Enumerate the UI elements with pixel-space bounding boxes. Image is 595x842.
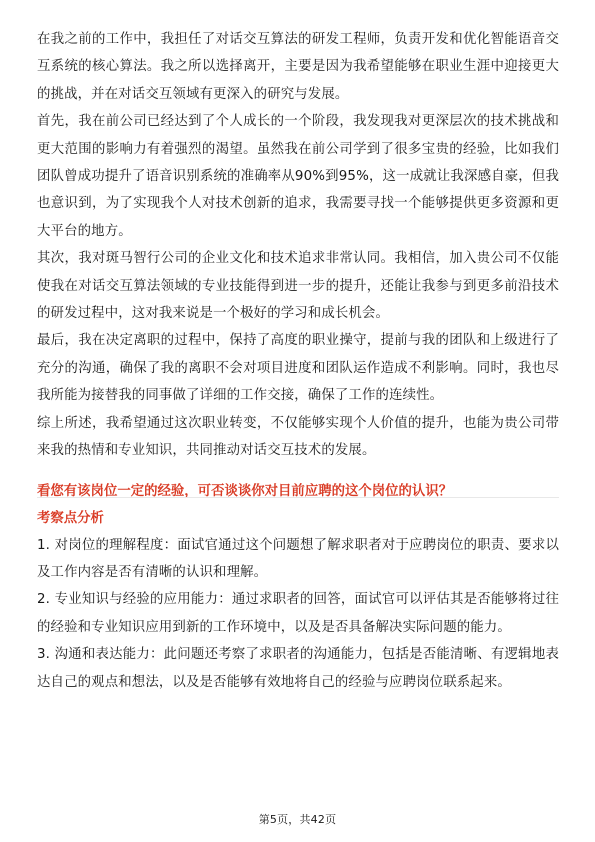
answer-paragraph: 其次，我对斑马智行公司的企业文化和技术追求非常认同。我相信，加入贵公司不仅能使我在对话交互算法领域的专业技能得到进一步的提升，还能让我参与到更多前沿技术的研发过程中，这对我来说是一个极好的学习和成长机会。 <box>37 251 559 322</box>
page-number-footer: 第5页，共42页 <box>258 813 337 826</box>
section-divider <box>37 497 559 498</box>
analysis-item: 2. 专业知识与经验的应用能力：通过求职者的回答，面试官可以评估其是否能够将过往的经验和专业知识应用到新的工作环境中，以及是否具备解决实际问题的能力。 <box>37 592 559 635</box>
page-content <box>37 26 559 696</box>
answer-paragraph: 最后，我在决定离职的过程中，保持了高度的职业操守，提前与我的团队和上级进行了充分的沟通，确保了我的离职不会对项目进度和团队运作造成不利影响。同时，我也尽我所能为接替我的同事做了详细的工作交接，确保了工作的连续性。 <box>37 333 559 404</box>
analysis-heading: 考察点分析 <box>37 510 104 526</box>
interview-question: 看您有该岗位一定的经验，可否谈谈你对目前应聘的这个岗位的认识？ <box>37 483 453 499</box>
analysis-item: 3. 沟通和表达能力：此问题还考察了求职者的沟通能力，包括是否能清晰、有逻辑地表达自己的观点和想法，以及是否能够有效地将自己的经验与应聘岗位联系起来。 <box>37 647 559 690</box>
analysis-item: 1. 对岗位的理解程度：面试官通过这个问题想了解求职者对于应聘岗位的职责、要求以及工作内容是否有清晰的认识和理解。 <box>37 537 559 580</box>
answer-paragraph: 在我之前的工作中，我担任了对话交互算法的研发工程师，负责开发和优化智能语音交互系统的核心算法。我之所以选择离开，主要是因为我希望能够在职业生涯中迎接更大的挑战，并在对话交互领域有更深入的研究与发展。 <box>37 32 559 102</box>
answer-paragraph: 首先，我在前公司已经达到了个人成长的一个阶段，我发现我对更深层次的技术挑战和更大范围的影响力有着强烈的渴望。虽然我在前公司学到了很多宝贵的经验，比如我们团队曾成功提升了语音识别系统的准确率从90%到95%，这一成就让我深感自豪，但我也意识到，为了实现我个人对技术创新的追求，我需要寻找一个能够提供更多资源和更大平台的地方。 <box>37 114 559 239</box>
answer-paragraph: 综上所述，我希望通过这次职业转变，不仅能够实现个人价值的提升，也能为贵公司带来我的热情和专业知识，共同推动对话交互技术的发展。 <box>37 415 559 459</box>
